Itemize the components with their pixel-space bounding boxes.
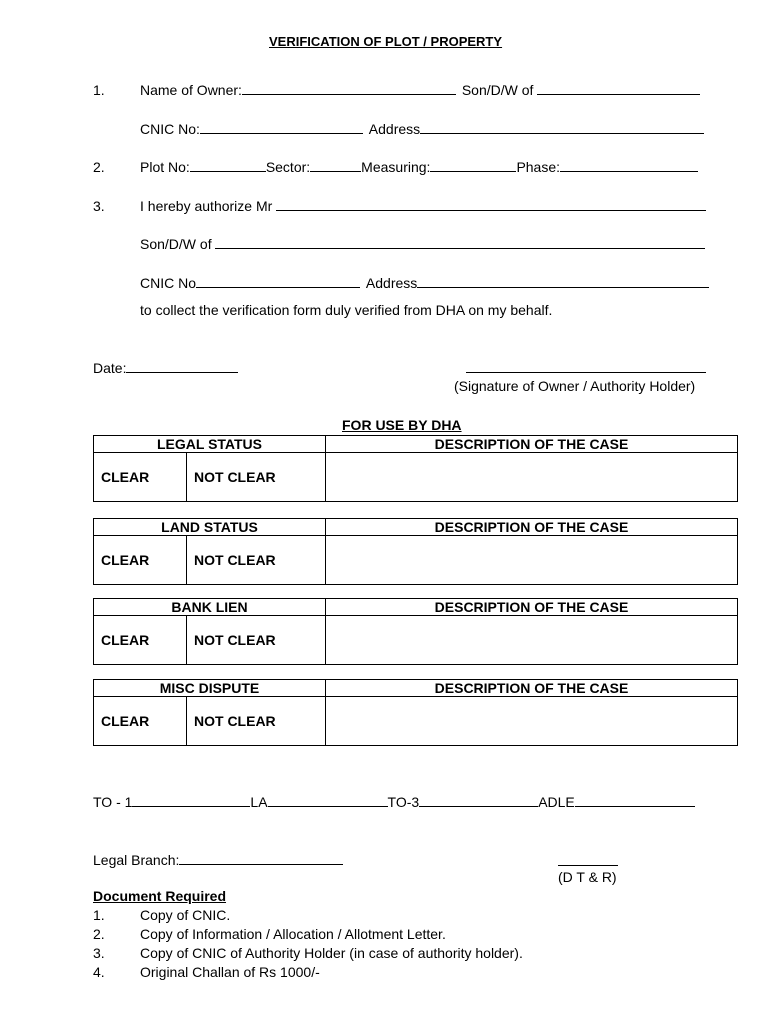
- authorized-address-label: Address: [365, 275, 418, 291]
- bank-lien-table: [93, 598, 738, 665]
- sector-label: Sector:: [265, 159, 311, 175]
- measuring-label: Measuring:: [361, 159, 431, 175]
- legal-branch-label: Legal Branch:: [93, 852, 180, 868]
- misc-dispute-description-field[interactable]: [326, 697, 738, 746]
- bank-lien-description-header: DESCRIPTION OF THE CASE: [326, 599, 738, 616]
- owner-name-row: [140, 82, 700, 98]
- dtr-signature-line[interactable]: [558, 865, 618, 866]
- land-status-description-header: DESCRIPTION OF THE CASE: [326, 519, 738, 536]
- dtr-label: (D T & R): [558, 869, 617, 885]
- authorize-name-field[interactable]: [276, 198, 706, 211]
- legal-status-table: [93, 435, 738, 502]
- document-item-text: Copy of CNIC.: [140, 907, 231, 923]
- owner-address-field[interactable]: [420, 121, 704, 134]
- sector-field[interactable]: [310, 159, 361, 172]
- phase-field[interactable]: [560, 159, 698, 172]
- signature-line[interactable]: [466, 372, 706, 373]
- document-item-number: 2.: [93, 926, 105, 942]
- misc-dispute-label: MISC DISPUTE: [94, 680, 326, 697]
- dha-heading: FOR USE BY DHA: [342, 417, 462, 433]
- owner-son-label: Son/D/W of: [461, 82, 534, 98]
- document-item-text: Copy of CNIC of Authority Holder (in case of authority holder).: [140, 945, 523, 961]
- page-title: VERIFICATION OF PLOT / PROPERTY: [269, 34, 503, 49]
- documents-heading: Document Required: [93, 888, 227, 904]
- legal-status-description-field[interactable]: [326, 453, 738, 502]
- to1-label: TO - 1: [93, 794, 133, 810]
- document-item-text: Original Challan of Rs 1000/-: [140, 964, 320, 980]
- document-item-number: 4.: [93, 964, 105, 980]
- adle-label: ADLE: [538, 794, 575, 810]
- plot-no-field[interactable]: [190, 159, 266, 172]
- item-1-number: 1.: [93, 82, 105, 98]
- authorized-cnic-row: [140, 275, 709, 291]
- bank-lien-description-field[interactable]: [326, 616, 738, 665]
- adle-field[interactable]: [575, 794, 695, 807]
- misc-dispute-not-clear[interactable]: NOT CLEAR: [187, 697, 326, 746]
- to3-field[interactable]: [419, 794, 538, 807]
- land-status-clear[interactable]: CLEAR: [94, 536, 187, 585]
- owner-address-label: Address: [368, 121, 421, 137]
- date-field[interactable]: [126, 360, 238, 373]
- document-item-number: 3.: [93, 945, 105, 961]
- legal-branch-field[interactable]: [179, 852, 343, 865]
- owner-name-label: Name of Owner:: [140, 82, 242, 98]
- to3-label: TO-3: [387, 794, 420, 810]
- plot-no-label: Plot No:: [140, 159, 190, 175]
- owner-name-field[interactable]: [242, 82, 456, 95]
- to1-field[interactable]: [132, 794, 250, 807]
- item-2-number: 2.: [93, 159, 105, 175]
- authorize-row: [140, 198, 706, 214]
- authorized-address-field[interactable]: [417, 275, 709, 288]
- item-3-number: 3.: [93, 198, 105, 214]
- authorized-son-row: [140, 236, 705, 252]
- date-row: [93, 360, 238, 376]
- owner-cnic-row: [140, 121, 704, 137]
- collect-statement: to collect the verification form duly verified from DHA on my behalf.: [140, 302, 553, 318]
- legal-status-not-clear[interactable]: NOT CLEAR: [187, 453, 326, 502]
- signature-caption: (Signature of Owner / Authority Holder): [454, 378, 696, 394]
- legal-status-description-header: DESCRIPTION OF THE CASE: [326, 436, 738, 453]
- owner-son-field[interactable]: [537, 82, 700, 95]
- document-item-number: 1.: [93, 907, 105, 923]
- land-status-not-clear[interactable]: NOT CLEAR: [187, 536, 326, 585]
- la-field[interactable]: [268, 794, 388, 807]
- misc-dispute-clear[interactable]: CLEAR: [94, 697, 187, 746]
- legal-status-label: LEGAL STATUS: [94, 436, 326, 453]
- owner-cnic-label: CNIC No:: [140, 121, 200, 137]
- approvals-row: [93, 794, 695, 810]
- legal-status-clear[interactable]: CLEAR: [94, 453, 187, 502]
- bank-lien-label: BANK LIEN: [94, 599, 326, 616]
- authorized-cnic-field[interactable]: [196, 275, 360, 288]
- la-label: LA: [250, 794, 268, 810]
- misc-dispute-description-header: DESCRIPTION OF THE CASE: [326, 680, 738, 697]
- date-label: Date:: [93, 360, 127, 376]
- land-status-description-field[interactable]: [326, 536, 738, 585]
- authorize-label: I hereby authorize Mr: [140, 198, 273, 214]
- owner-cnic-field[interactable]: [200, 121, 363, 134]
- plot-row: [140, 159, 698, 175]
- authorized-son-field[interactable]: [215, 236, 705, 249]
- measuring-field[interactable]: [430, 159, 516, 172]
- bank-lien-clear[interactable]: CLEAR: [94, 616, 187, 665]
- legal-branch-row: [93, 852, 343, 868]
- authorized-cnic-label: CNIC No: [140, 275, 197, 291]
- bank-lien-not-clear[interactable]: NOT CLEAR: [187, 616, 326, 665]
- phase-label: Phase:: [516, 159, 561, 175]
- document-item-text: Copy of Information / Allocation / Allotment Letter.: [140, 926, 446, 942]
- authorized-son-label: Son/D/W of: [140, 236, 212, 252]
- land-status-table: [93, 518, 738, 585]
- land-status-label: LAND STATUS: [94, 519, 326, 536]
- misc-dispute-table: [93, 679, 738, 746]
